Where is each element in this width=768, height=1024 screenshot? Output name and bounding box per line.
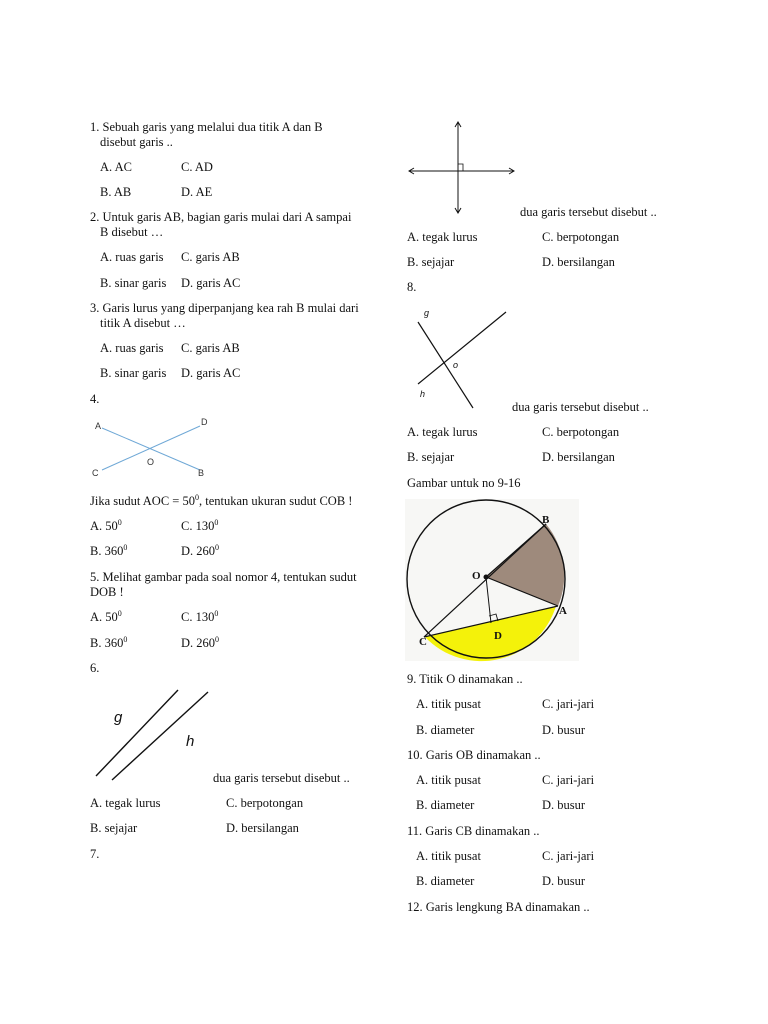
q5-option-c: C. $130^0$ — [181, 609, 219, 624]
circle-figure-intro: Gambar untuk no 9-16 — [407, 476, 521, 490]
q10-option-a: A. titik pusat — [416, 773, 481, 787]
q2-option-c: C. garis AB — [181, 250, 240, 264]
q3-text-cont: titik A disebut … — [100, 316, 186, 330]
q11-text: 11. Garis CB dinamakan .. — [407, 824, 540, 838]
q8-caption: dua garis tersebut disebut .. — [512, 400, 649, 414]
label-h: h — [186, 733, 195, 750]
label-g: g — [114, 709, 123, 726]
q5-option-a: A. $50^0$ — [90, 609, 122, 624]
q4-option-c: C. $130^0$ — [181, 518, 219, 533]
q11-option-c: C. jari-jari — [542, 849, 595, 863]
q9-option-b: B. diameter — [416, 723, 475, 737]
q6-caption: dua garis tersebut disebut .. — [213, 771, 350, 785]
label-d: D — [201, 417, 208, 427]
label-b: B — [198, 468, 205, 478]
q5-text-cont: DOB ! — [90, 585, 124, 599]
q1-option-d: D. AE — [181, 185, 213, 199]
line-g — [418, 322, 473, 408]
q9-option-d: D. busur — [542, 723, 586, 737]
q7-perpendicular-lines-figure — [406, 119, 518, 217]
q1-option-a: A. AC — [100, 160, 132, 174]
q8-option-d: D. bersilangan — [542, 450, 615, 464]
center-point — [484, 575, 489, 580]
label-o: O — [147, 457, 155, 467]
label-a: A — [559, 605, 567, 617]
q2-text-cont: B disebut … — [100, 225, 164, 239]
q3-text: 3. Garis lurus yang diperpanjang kea rah B mulai dari — [90, 301, 359, 315]
q8-number: 8. — [407, 280, 417, 294]
label-a: A — [95, 421, 102, 431]
q4-option-b: B. $360^0$ — [90, 543, 128, 558]
label-h: h — [420, 389, 426, 399]
q10-text: 10. Garis OB dinamakan .. — [407, 748, 541, 762]
q2-text: 2. Untuk garis AB, bagian garis mulai dari A sampai — [90, 210, 352, 224]
label-b: B — [542, 514, 550, 526]
q7-option-b: B. sejajar — [407, 255, 455, 269]
q4-prompt: Jika sudut AOC = $50^0$, tentukan ukuran sudut COB ! — [90, 493, 353, 508]
circle-figure — [405, 499, 579, 661]
q8-intersecting-lines-figure — [406, 300, 512, 412]
q10-option-b: B. diameter — [416, 798, 475, 812]
q7-number: 7. — [90, 847, 100, 861]
q3-option-a: A. ruas garis — [100, 341, 164, 355]
q1-text: 1. Sebuah garis yang melalui dua titik A dan B — [90, 120, 323, 134]
q3-option-c: C. garis AB — [181, 341, 240, 355]
q3-option-b: B. sinar garis — [100, 366, 167, 380]
q7-option-a: A. tegak lurus — [407, 230, 478, 244]
q1-option-b: B. AB — [100, 185, 132, 199]
q4-option-d: D. $260^0$ — [181, 543, 220, 558]
q5-option-b: B. $360^0$ — [90, 635, 128, 650]
q6-option-b: B. sejajar — [90, 821, 138, 835]
label-o: O — [472, 570, 481, 582]
q7-option-c: C. berpotongan — [542, 230, 620, 244]
q1-text-cont: disebut garis .. — [100, 135, 173, 149]
q11-option-d: D. busur — [542, 874, 586, 888]
label-c: C — [419, 636, 427, 648]
label-o: o — [453, 360, 459, 370]
q6-number: 6. — [90, 661, 100, 675]
q5-text: 5. Melihat gambar pada soal nomor 4, tentukan sudut — [90, 570, 357, 584]
right-angle-mark — [458, 164, 463, 171]
line-g — [96, 690, 178, 776]
q7-caption: dua garis tersebut disebut .. — [520, 205, 657, 219]
q1-option-c: C. AD — [181, 160, 213, 174]
q11-option-b: B. diameter — [416, 874, 475, 888]
label-c: C — [92, 468, 99, 478]
q6-option-d: D. bersilangan — [226, 821, 299, 835]
q2-option-d: D. garis AC — [181, 276, 241, 290]
label-g: g — [424, 308, 430, 318]
q8-option-a: A. tegak lurus — [407, 425, 478, 439]
q3-option-d: D. garis AC — [181, 366, 241, 380]
q11-option-a: A. titik pusat — [416, 849, 481, 863]
q12-text: 12. Garis lengkung BA dinamakan .. — [407, 900, 590, 914]
q9-text: 9. Titik O dinamakan .. — [407, 672, 523, 686]
line-h — [418, 312, 506, 384]
q10-option-c: C. jari-jari — [542, 773, 595, 787]
q9-option-a: A. titik pusat — [416, 697, 481, 711]
q6-parallel-lines-figure — [90, 684, 215, 782]
q4-number: 4. — [90, 392, 100, 406]
q5-option-d: D. $260^0$ — [181, 635, 220, 650]
q7-option-d: D. bersilangan — [542, 255, 615, 269]
q8-option-c: C. berpotongan — [542, 425, 620, 439]
q4-option-a: A. $50^0$ — [90, 518, 122, 533]
q2-option-a: A. ruas garis — [100, 250, 164, 264]
q9-option-c: C. jari-jari — [542, 697, 595, 711]
q6-option-c: C. berpotongan — [226, 796, 304, 810]
label-d: D — [494, 630, 502, 642]
q6-option-a: A. tegak lurus — [90, 796, 161, 810]
q10-option-d: D. busur — [542, 798, 586, 812]
q4-crossing-lines-figure — [88, 414, 218, 480]
q2-option-b: B. sinar garis — [100, 276, 167, 290]
q8-option-b: B. sejajar — [407, 450, 455, 464]
